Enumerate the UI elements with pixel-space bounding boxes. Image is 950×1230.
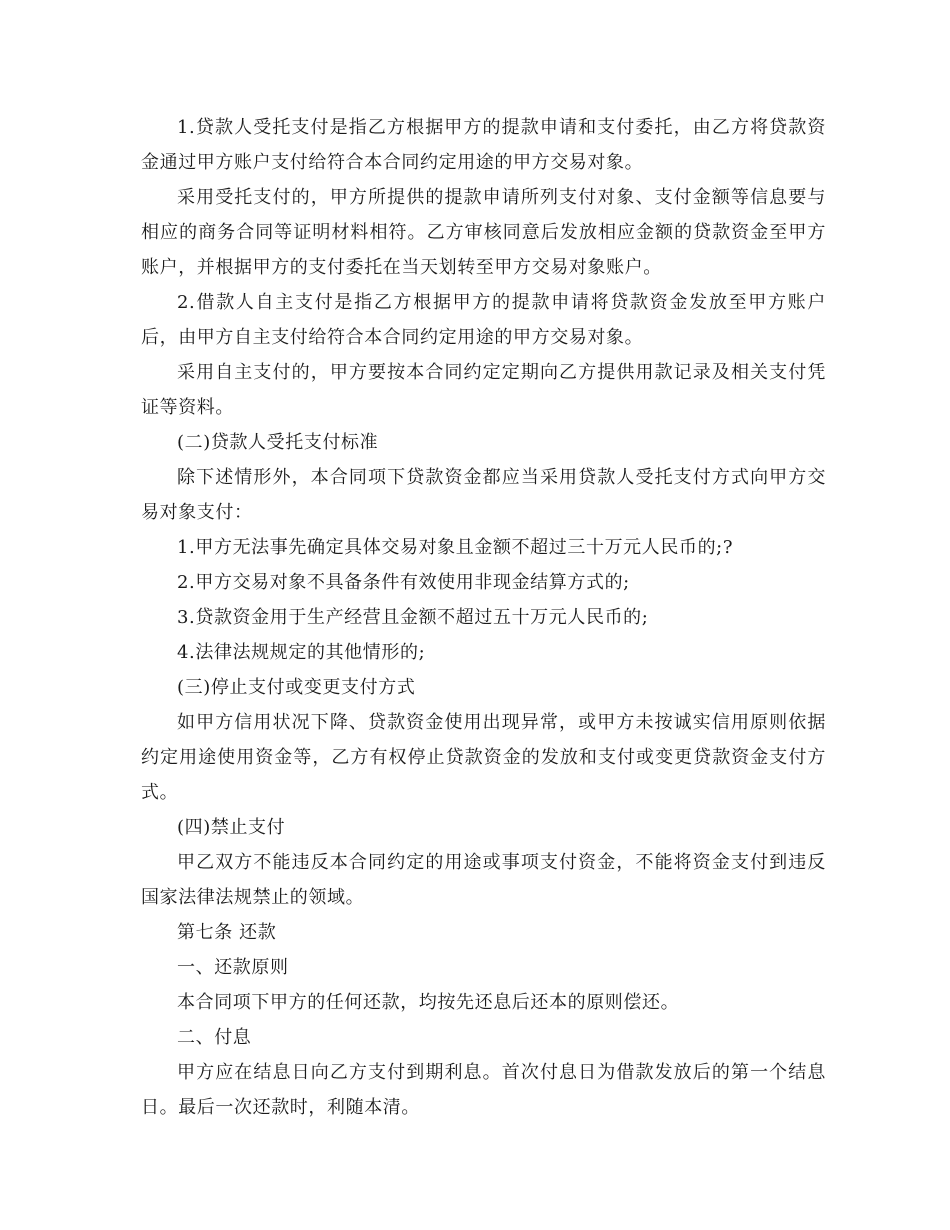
list-item-exception-2: 2.甲方交易对象不具备条件有效使用非现金结算方式的; bbox=[177, 572, 630, 593]
paragraph-prohibited-payment: 甲乙双方不能违反本合同约定的用途或事项支付资金，不能将资金支付到违反国家法律法规禁止的领域。 bbox=[141, 852, 826, 908]
list-item-exception-4: 4.法律法规规定的其他情形的; bbox=[177, 642, 426, 663]
subheading-repayment-principle: 一、还款原则 bbox=[177, 957, 289, 978]
paragraph-stop-or-change-payment: 如甲方信用状况下降、贷款资金使用出现异常，或甲方未按诚实信用原则依据约定用途使用资金等，乙方有权停止贷款资金的发放和支付或变更贷款资金支付方式。 bbox=[141, 712, 826, 803]
paragraph-entrusted-payment-definition: 1.贷款人受托支付是指乙方根据甲方的提款申请和支付委托，由乙方将贷款资金通过甲方账户支付给符合本合同约定用途的甲方交易对象。 bbox=[141, 117, 826, 173]
paragraph-entrusted-payment-requirements: 采用受托支付的，甲方所提供的提款申请所列支付对象、支付金额等信息要与相应的商务合同等证明材料相符。乙方审核同意后发放相应金额的贷款资金至甲方账户，并根据甲方的支付委托在当天划转至甲方交易对象账户。 bbox=[141, 187, 826, 278]
list-item-exception-3: 3.贷款资金用于生产经营且金额不超过五十万元人民币的; bbox=[177, 607, 649, 628]
subheading-interest-payment: 二、付息 bbox=[177, 1027, 252, 1048]
paragraph-interest-payment: 甲方应在结息日向乙方支付到期利息。首次付息日为借款发放后的第一个结息日。最后一次还款时，利随本清。 bbox=[141, 1062, 826, 1118]
document-body bbox=[141, 110, 826, 1125]
section-heading-stop-or-change-payment: (三)停止支付或变更支付方式 bbox=[177, 677, 416, 698]
section-heading-prohibited-payment: (四)禁止支付 bbox=[177, 817, 286, 838]
paragraph-entrusted-payment-rule: 除下述情形外，本合同项下贷款资金都应当采用贷款人受托支付方式向甲方交易对象支付： bbox=[141, 467, 826, 523]
section-heading-entrusted-payment-standard: (二)贷款人受托支付标准 bbox=[177, 432, 379, 453]
article-heading-repayment: 第七条 还款 bbox=[177, 922, 277, 943]
paragraph-repayment-principle: 本合同项下甲方的任何还款，均按先还息后还本的原则偿还。 bbox=[177, 992, 680, 1013]
paragraph-self-payment-definition: 2.借款人自主支付是指乙方根据甲方的提款申请将贷款资金发放至甲方账户后，由甲方自主支付给符合本合同约定用途的甲方交易对象。 bbox=[141, 292, 826, 348]
paragraph-self-payment-requirements: 采用自主支付的，甲方要按本合同约定定期向乙方提供用款记录及相关支付凭证等资料。 bbox=[141, 362, 826, 418]
list-item-exception-1: 1.甲方无法事先确定具体交易对象且金额不超过三十万元人民币的;? bbox=[177, 537, 734, 558]
